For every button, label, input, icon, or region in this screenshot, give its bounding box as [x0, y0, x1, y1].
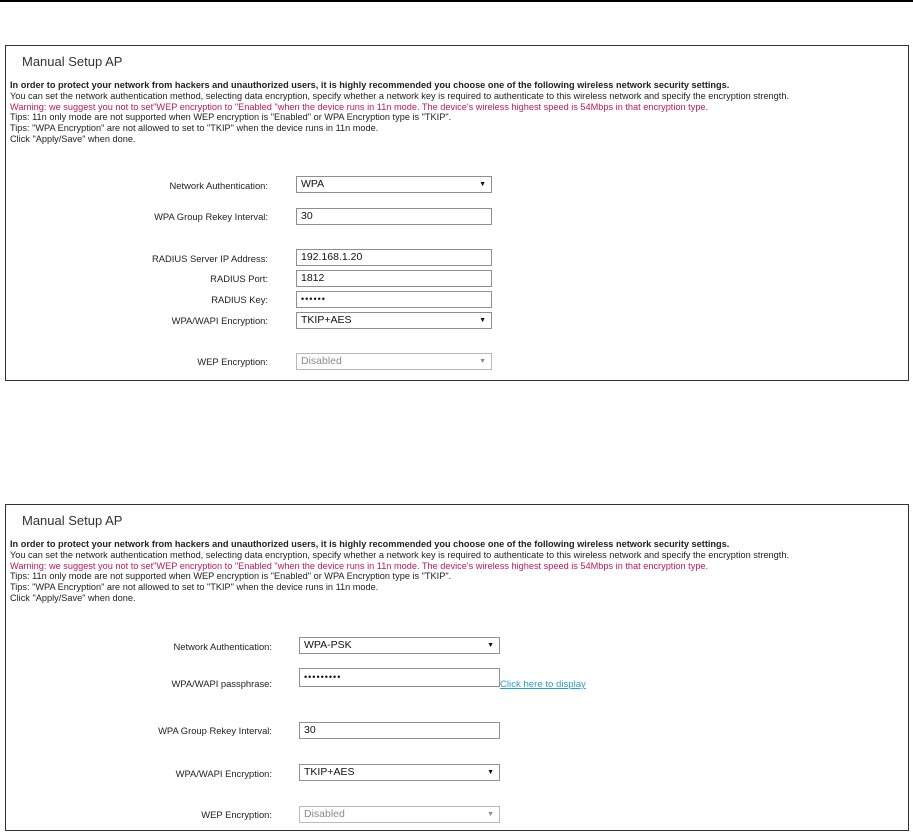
passphrase-input[interactable]: ••••••••• [299, 668, 500, 687]
tip-text: Tips: "WPA Encryption" are not allowed to set to "TKIP" when the device runs in 11n mode. [10, 582, 379, 593]
rekey-label: WPA Group Rekey Interval: [154, 211, 268, 222]
radius-ip-label: RADIUS Server IP Address: [151, 253, 268, 264]
manual-setup-ap-panel-wpa-psk [5, 504, 909, 831]
warning-text: Warning: we suggest you not to set"WEP encryption to "Enabled "when the device runs in 11n mode. The device's wireless highest speed is 54Mbps in that encryption type. [10, 101, 709, 112]
manual-setup-ap-panel-wpa [5, 45, 909, 381]
wep-encryption-label: WEP Encryption: [197, 356, 268, 367]
rekey-input[interactable]: 30 [299, 722, 500, 739]
intro-text [10, 539, 789, 604]
dropdown-arrow-icon: ▼ [479, 181, 486, 188]
intro-text [10, 80, 789, 145]
intro-bold: In order to protect your network from hackers and unauthorized users, it is highly recommended you choose one of the following wireless network security settings. [10, 80, 730, 90]
intro-line: You can set the network authentication method, selecting data encryption, specify whether a network key is required to authenticate to this wireless network and specify the encryption strength. [10, 90, 789, 101]
top-divider [0, 0, 913, 2]
dropdown-arrow-icon: ▼ [487, 769, 494, 776]
radius-ip-input[interactable]: 192.168.1.20 [296, 249, 492, 266]
network-auth-value: WPA [301, 178, 325, 190]
dropdown-arrow-icon: ▼ [479, 317, 486, 324]
network-auth-select[interactable] [296, 176, 492, 193]
wep-encryption-value: Disabled [301, 355, 342, 367]
page-title: Manual Setup AP [22, 54, 123, 69]
tip-text: Tips: 11n only mode are not supported when WEP encryption is "Enabled" or WPA Encryption type is "TKIP". [10, 571, 452, 582]
rekey-label: WPA Group Rekey Interval: [158, 725, 272, 736]
radius-key-label: RADIUS Key: [211, 294, 268, 305]
network-auth-label: Network Authentication: [169, 180, 268, 191]
rekey-input[interactable]: 30 [296, 208, 492, 225]
dropdown-arrow-icon: ▼ [487, 811, 494, 818]
tip-text: Tips: "WPA Encryption" are not allowed to set to "TKIP" when the device runs in 11n mode. [10, 123, 379, 134]
wpa-encryption-value: TKIP+AES [304, 766, 355, 778]
wep-encryption-select[interactable] [299, 806, 500, 823]
page-title: Manual Setup AP [22, 513, 123, 528]
wep-encryption-value: Disabled [304, 808, 345, 820]
network-auth-label: Network Authentication: [173, 641, 272, 652]
wpa-encryption-select[interactable] [296, 312, 492, 329]
radius-port-label: RADIUS Port: [210, 273, 268, 284]
show-passphrase-link[interactable]: Click here to display [500, 679, 586, 690]
wpa-encryption-label: WPA/WAPI Encryption: [175, 768, 272, 779]
wep-encryption-select[interactable] [296, 353, 492, 370]
apply-hint: Click "Apply/Save" when done. [10, 133, 136, 144]
radius-key-input[interactable]: •••••• [296, 291, 492, 308]
intro-line: You can set the network authentication method, selecting data encryption, specify whether a network key is required to authenticate to this wireless network and specify the encryption strength. [10, 549, 789, 560]
network-auth-select[interactable] [299, 637, 500, 654]
radius-port-input[interactable]: 1812 [296, 270, 492, 287]
wpa-encryption-label: WPA/WAPI Encryption: [171, 315, 268, 326]
warning-text: Warning: we suggest you not to set"WEP encryption to "Enabled "when the device runs in 11n mode. The device's wireless highest speed is 54Mbps in that encryption type. [10, 560, 709, 571]
network-auth-value: WPA-PSK [304, 639, 352, 651]
apply-hint: Click "Apply/Save" when done. [10, 592, 136, 603]
passphrase-label: WPA/WAPI passphrase: [171, 678, 272, 689]
wpa-encryption-value: TKIP+AES [301, 314, 352, 326]
intro-bold: In order to protect your network from hackers and unauthorized users, it is highly recommended you choose one of the following wireless network security settings. [10, 539, 730, 549]
tip-text: Tips: 11n only mode are not supported when WEP encryption is "Enabled" or WPA Encryption type is "TKIP". [10, 112, 452, 123]
wpa-encryption-select[interactable] [299, 764, 500, 781]
dropdown-arrow-icon: ▼ [487, 642, 494, 649]
dropdown-arrow-icon: ▼ [479, 358, 486, 365]
wep-encryption-label: WEP Encryption: [201, 809, 272, 820]
